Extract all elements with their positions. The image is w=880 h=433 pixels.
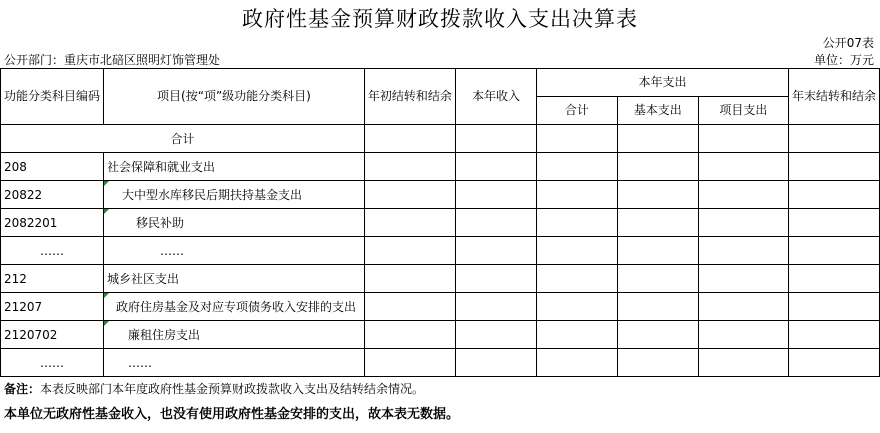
cell <box>455 181 536 209</box>
row-code: 2120702 <box>1 321 104 349</box>
unit-label: 单位：万元 <box>813 53 874 67</box>
cell <box>537 265 618 293</box>
total-label: 合计 <box>1 125 365 153</box>
cell <box>788 293 879 321</box>
table-row <box>1 321 880 349</box>
form-code: 公开07表 <box>822 36 874 50</box>
table-row <box>1 153 880 181</box>
cell <box>788 265 879 293</box>
header-carryover-begin: 年初结转和结余 <box>364 69 455 125</box>
footnote <box>4 381 424 398</box>
cell <box>617 321 698 349</box>
table-row <box>1 293 880 321</box>
cell <box>455 321 536 349</box>
cell <box>537 237 618 265</box>
header-expense-group: 本年支出 <box>537 69 789 97</box>
header-row-1 <box>1 69 880 97</box>
cell <box>537 209 618 237</box>
cell <box>617 181 698 209</box>
department-label: 公开部门：重庆市北碚区照明灯饰管理处 <box>4 53 221 67</box>
row-code: 208 <box>1 153 104 181</box>
cell <box>364 237 455 265</box>
cell <box>617 349 698 377</box>
cell <box>788 321 879 349</box>
footnote-label: 备注： <box>4 382 41 396</box>
row-item <box>104 209 365 237</box>
cell <box>617 265 698 293</box>
cell <box>617 153 698 181</box>
row-item: 社会保障和就业支出 <box>104 153 365 181</box>
row-code: 20822 <box>1 181 104 209</box>
total-income <box>455 125 536 153</box>
cell <box>698 349 788 377</box>
comment-marker-icon <box>104 181 109 186</box>
row-code: …… <box>1 349 104 377</box>
no-data-statement: 本单位无政府性基金收入，也没有使用政府性基金安排的支出，故本表无数据。 <box>4 407 460 422</box>
cell <box>455 349 536 377</box>
header-expense-project: 项目支出 <box>698 97 788 125</box>
cell <box>698 181 788 209</box>
cell <box>537 181 618 209</box>
header-carryover-end: 年末结转和结余 <box>788 69 879 125</box>
total-expense-total <box>537 125 618 153</box>
total-expense-project <box>698 125 788 153</box>
table-row <box>1 349 880 377</box>
cell <box>698 153 788 181</box>
row-item <box>104 321 365 349</box>
row-item <box>104 293 365 321</box>
cell <box>364 321 455 349</box>
report-title: 政府性基金预算财政拨款收入支出决算表 <box>242 7 638 31</box>
cell <box>455 237 536 265</box>
cell <box>537 293 618 321</box>
row-item <box>104 181 365 209</box>
header-income: 本年收入 <box>455 69 536 125</box>
row-item-label: 政府住房基金及对应专项债务收入安排的支出 <box>116 300 357 314</box>
table-row <box>1 237 880 265</box>
row-code: …… <box>1 237 104 265</box>
comment-marker-icon <box>104 321 109 326</box>
cell <box>698 237 788 265</box>
cell <box>364 293 455 321</box>
cell <box>455 209 536 237</box>
cell <box>788 349 879 377</box>
cell <box>455 153 536 181</box>
cell <box>364 349 455 377</box>
header-item: 项目(按“项”级功能分类科目) <box>104 69 365 125</box>
cell <box>537 153 618 181</box>
cell <box>537 349 618 377</box>
total-row <box>1 125 880 153</box>
cell <box>698 265 788 293</box>
cell <box>455 293 536 321</box>
cell <box>617 293 698 321</box>
footnote-text: 本表反映部门本年度政府性基金预算财政拨款收入支出及结转结余情况。 <box>40 382 425 396</box>
cell <box>364 265 455 293</box>
comment-marker-icon <box>104 209 109 214</box>
cell <box>537 321 618 349</box>
cell <box>698 293 788 321</box>
total-carryover-end <box>788 125 879 153</box>
comment-marker-icon <box>104 293 109 298</box>
cell <box>788 209 879 237</box>
header-code: 功能分类科目编码 <box>1 69 104 125</box>
row-item: 城乡社区支出 <box>104 265 365 293</box>
cell <box>698 209 788 237</box>
table-row <box>1 209 880 237</box>
row-item-label: 移民补助 <box>136 216 185 230</box>
cell <box>364 209 455 237</box>
cell <box>788 181 879 209</box>
cell <box>364 181 455 209</box>
cell <box>455 265 536 293</box>
row-code: 21207 <box>1 293 104 321</box>
table-row <box>1 181 880 209</box>
cell <box>617 237 698 265</box>
cell <box>788 153 879 181</box>
budget-table <box>0 68 880 377</box>
row-item: …… <box>104 349 365 377</box>
total-carryover-begin <box>364 125 455 153</box>
table-row <box>1 265 880 293</box>
row-item-label: 大中型水库移民后期扶持基金支出 <box>122 188 303 202</box>
cell <box>364 153 455 181</box>
header-expense-basic: 基本支出 <box>617 97 698 125</box>
row-item: …… <box>104 237 365 265</box>
header-expense-total: 合计 <box>537 97 618 125</box>
row-code: 2082201 <box>1 209 104 237</box>
row-code: 212 <box>1 265 104 293</box>
row-item-label: 廉租住房支出 <box>128 328 201 342</box>
cell <box>698 321 788 349</box>
cell <box>617 209 698 237</box>
cell <box>788 237 879 265</box>
total-expense-basic <box>617 125 698 153</box>
